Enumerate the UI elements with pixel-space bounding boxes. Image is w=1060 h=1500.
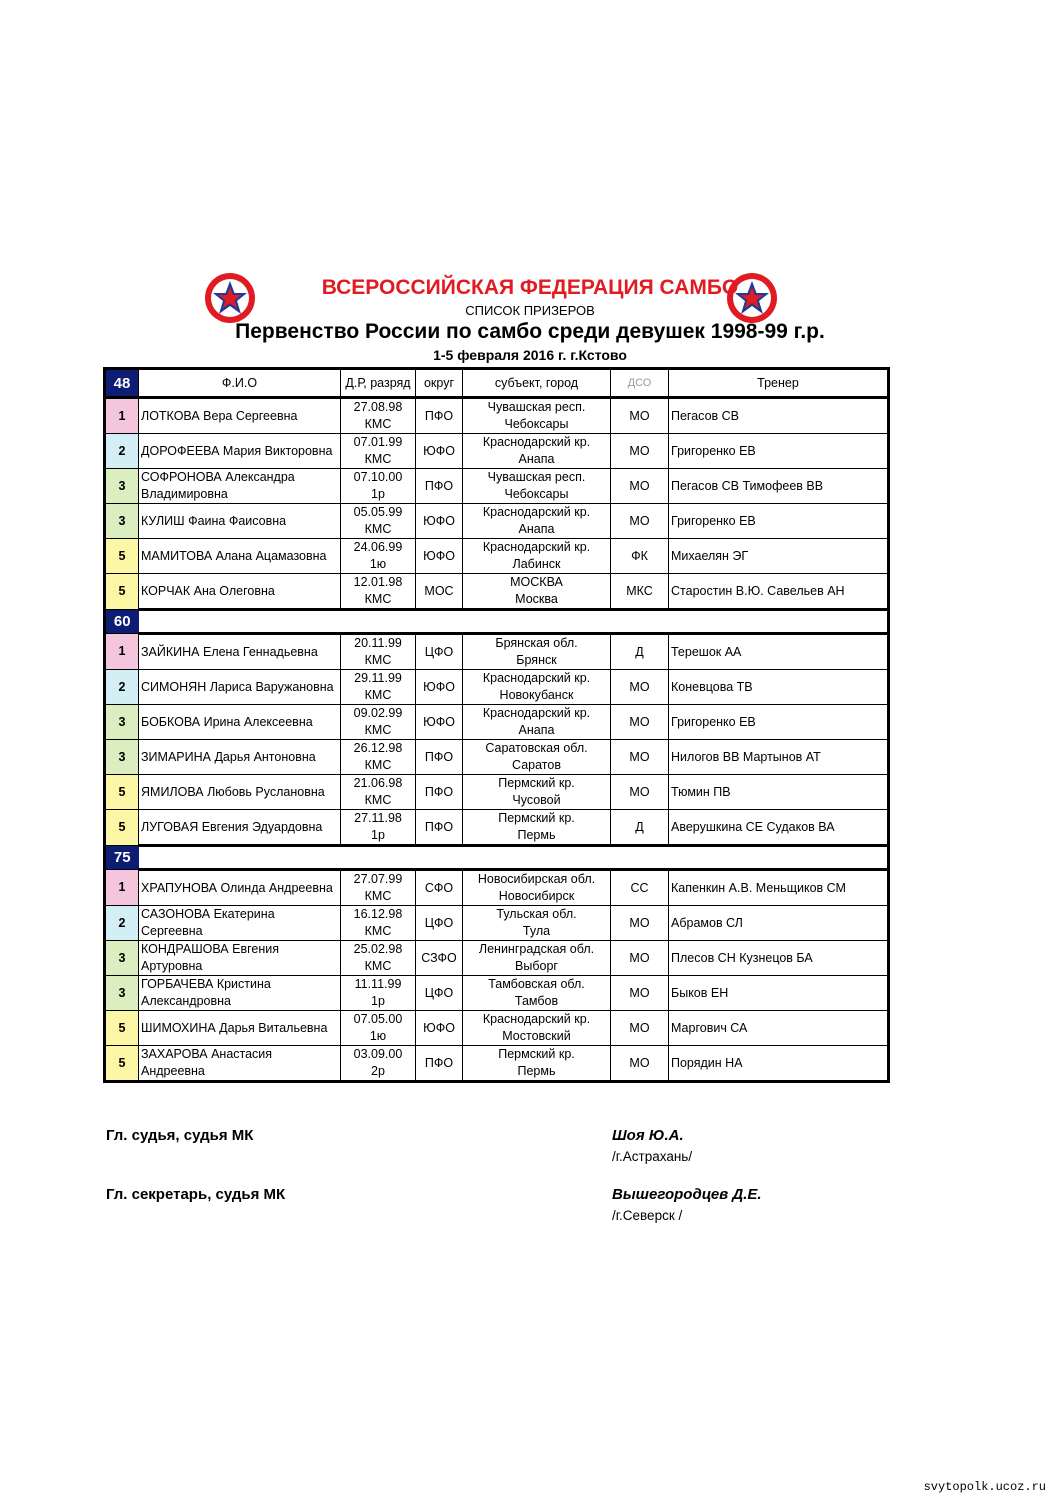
place-cell: 3 bbox=[105, 941, 139, 976]
dso-cell: МКС bbox=[611, 574, 669, 610]
district-cell: ПФО bbox=[416, 775, 463, 810]
table-row bbox=[105, 1011, 889, 1046]
weight-category-spacer bbox=[139, 610, 889, 634]
dso-cell: МО bbox=[611, 504, 669, 539]
dso-cell: МО bbox=[611, 398, 669, 434]
sport-rank: КМС bbox=[364, 758, 392, 772]
column-header-district: округ bbox=[416, 369, 463, 398]
place-cell: 3 bbox=[105, 740, 139, 775]
sport-rank: 2р bbox=[371, 1064, 385, 1078]
dso-cell: Д bbox=[611, 810, 669, 846]
dso-cell: МО bbox=[611, 434, 669, 469]
sport-rank: КМС bbox=[364, 417, 392, 431]
event-title: Первенство России по самбо среди девушек 1998-99 г.р. bbox=[235, 320, 825, 343]
birth-date: 07.10.00 bbox=[353, 470, 403, 484]
table-row bbox=[105, 870, 889, 906]
dob-rank-cell bbox=[341, 870, 416, 906]
coach-cell: Старостин В.Ю. Савельев АН bbox=[669, 574, 889, 610]
dso-cell: ФК bbox=[611, 539, 669, 574]
table-row bbox=[105, 740, 889, 775]
column-header-name: Ф.И.О bbox=[139, 369, 341, 398]
region-city-cell bbox=[463, 810, 611, 846]
birth-date: 16.12.98 bbox=[353, 907, 403, 921]
weight-category-badge: 48 bbox=[105, 369, 139, 398]
region-city-cell bbox=[463, 469, 611, 504]
weight-category-row bbox=[105, 846, 889, 870]
sport-rank: КМС bbox=[364, 522, 392, 536]
sport-rank: КМС bbox=[364, 924, 392, 938]
district-cell: ЮФО bbox=[416, 705, 463, 740]
coach-cell: Михаелян ЭГ bbox=[669, 539, 889, 574]
weight-category-spacer bbox=[139, 846, 889, 870]
city: Новокубанск bbox=[499, 688, 574, 702]
region: Краснодарский кр. bbox=[482, 706, 591, 720]
coach-cell: Пегасов СВ bbox=[669, 398, 889, 434]
region-city-cell bbox=[463, 976, 611, 1011]
chief-judge-name: Шоя Ю.А. bbox=[612, 1127, 684, 1144]
athlete-name: ЗАХАРОВА Анастасия Андреевна bbox=[139, 1046, 341, 1082]
dso-cell: МО bbox=[611, 740, 669, 775]
sport-rank: КМС bbox=[364, 793, 392, 807]
region: МОСКВА bbox=[510, 575, 563, 589]
district-cell: ПФО bbox=[416, 469, 463, 504]
region: Пермский кр. bbox=[498, 1047, 575, 1061]
district-cell: ПФО bbox=[416, 398, 463, 434]
city: Анапа bbox=[518, 723, 555, 737]
coach-cell: Григоренко ЕВ bbox=[669, 504, 889, 539]
sport-rank: 1р bbox=[371, 828, 385, 842]
district-cell: ЮФО bbox=[416, 1011, 463, 1046]
athlete-name: ЛУГОВАЯ Евгения Эдуардовна bbox=[139, 810, 341, 846]
athlete-name: СОФРОНОВА Александра Владимировна bbox=[139, 469, 341, 504]
birth-date: 27.08.98 bbox=[353, 400, 403, 414]
city: Москва bbox=[515, 592, 558, 606]
dob-rank-cell bbox=[341, 398, 416, 434]
document-header bbox=[0, 270, 1060, 370]
region: Краснодарский кр. bbox=[482, 1012, 591, 1026]
place-cell: 5 bbox=[105, 574, 139, 610]
sport-rank: 1р bbox=[371, 487, 385, 501]
column-header-dob: Д.Р, разряд bbox=[341, 369, 416, 398]
district-cell: ЮФО bbox=[416, 539, 463, 574]
dso-cell: МО bbox=[611, 469, 669, 504]
athlete-name: ЗИМАРИНА Дарья Антоновна bbox=[139, 740, 341, 775]
column-header-coach: Тренер bbox=[669, 369, 889, 398]
birth-date: 03.09.00 bbox=[353, 1047, 403, 1061]
table-row bbox=[105, 810, 889, 846]
coach-cell: Быков ЕН bbox=[669, 976, 889, 1011]
dob-rank-cell bbox=[341, 976, 416, 1011]
coach-cell: Абрамов СЛ bbox=[669, 906, 889, 941]
dob-rank-cell bbox=[341, 574, 416, 610]
sport-rank: 1ю bbox=[369, 1029, 387, 1043]
birth-date: 11.11.99 bbox=[354, 977, 402, 991]
dob-rank-cell bbox=[341, 539, 416, 574]
city: Чебоксары bbox=[504, 417, 569, 431]
birth-date: 12.01.98 bbox=[353, 575, 403, 589]
region: Краснодарский кр. bbox=[482, 505, 591, 519]
birth-date: 07.01.99 bbox=[353, 435, 403, 449]
athlete-name: КОНДРАШОВА Евгения Артуровна bbox=[139, 941, 341, 976]
document-subtitle: СПИСОК ПРИЗЕРОВ bbox=[465, 303, 595, 318]
table-row bbox=[105, 634, 889, 670]
chief-judge-title: Гл. судья, судья МК bbox=[106, 1127, 254, 1144]
place-cell: 2 bbox=[105, 906, 139, 941]
city: Саратов bbox=[512, 758, 561, 772]
athlete-name: ЗАЙКИНА Елена Геннадьевна bbox=[139, 634, 341, 670]
chief-secretary-title: Гл. секретарь, судья МК bbox=[106, 1186, 286, 1203]
weight-category-badge: 75 bbox=[105, 846, 139, 870]
sport-rank: 1р bbox=[371, 994, 385, 1008]
place-cell: 3 bbox=[105, 504, 139, 539]
dso-cell: МО bbox=[611, 1046, 669, 1082]
table-row bbox=[105, 705, 889, 740]
birth-date: 05.05.99 bbox=[353, 505, 403, 519]
region: Чувашская респ. bbox=[487, 400, 586, 414]
region-city-cell bbox=[463, 870, 611, 906]
dso-cell: МО bbox=[611, 705, 669, 740]
sport-rank: КМС bbox=[364, 592, 392, 606]
place-cell: 5 bbox=[105, 1046, 139, 1082]
city: Анапа bbox=[518, 522, 555, 536]
coach-cell: Плесов СН Кузнецов БА bbox=[669, 941, 889, 976]
coach-cell: Терешок АА bbox=[669, 634, 889, 670]
dso-cell: МО bbox=[611, 941, 669, 976]
sport-rank: КМС bbox=[364, 959, 392, 973]
sport-rank: КМС bbox=[364, 889, 392, 903]
table-row bbox=[105, 670, 889, 705]
region-city-cell bbox=[463, 740, 611, 775]
region-city-cell bbox=[463, 775, 611, 810]
place-cell: 5 bbox=[105, 775, 139, 810]
region-city-cell bbox=[463, 941, 611, 976]
table-row bbox=[105, 434, 889, 469]
place-cell: 5 bbox=[105, 539, 139, 574]
region: Брянская обл. bbox=[495, 636, 578, 650]
athlete-name: СИМОНЯН Лариса Варужановна bbox=[139, 670, 341, 705]
region: Краснодарский кр. bbox=[482, 435, 591, 449]
table-row bbox=[105, 1046, 889, 1082]
region-city-cell bbox=[463, 434, 611, 469]
region: Краснодарский кр. bbox=[482, 540, 591, 554]
place-cell: 2 bbox=[105, 670, 139, 705]
city: Тамбов bbox=[514, 994, 559, 1008]
chief-secretary-name: Вышегородцев Д.Е. bbox=[612, 1186, 762, 1203]
dso-cell: МО bbox=[611, 1011, 669, 1046]
coach-cell: Порядин НА bbox=[669, 1046, 889, 1082]
district-cell: ЦФО bbox=[416, 906, 463, 941]
city: Чусовой bbox=[512, 793, 561, 807]
athlete-name: ШИМОХИНА Дарья Витальевна bbox=[139, 1011, 341, 1046]
region: Ленинградская обл. bbox=[478, 942, 595, 956]
region-city-cell bbox=[463, 670, 611, 705]
dob-rank-cell bbox=[341, 634, 416, 670]
region: Тамбовская обл. bbox=[488, 977, 585, 991]
region-city-cell bbox=[463, 705, 611, 740]
birth-date: 20.11.99 bbox=[354, 636, 402, 650]
athlete-name: БОБКОВА Ирина Алексеевна bbox=[139, 705, 341, 740]
place-cell: 3 bbox=[105, 976, 139, 1011]
coach-cell: Маргович СА bbox=[669, 1011, 889, 1046]
dso-cell: МО bbox=[611, 976, 669, 1011]
place-cell: 5 bbox=[105, 1011, 139, 1046]
dob-rank-cell bbox=[341, 775, 416, 810]
table-row bbox=[105, 539, 889, 574]
athlete-name: САЗОНОВА Екатерина Сергеевна bbox=[139, 906, 341, 941]
dso-cell: МО bbox=[611, 775, 669, 810]
coach-cell: Коневцова ТВ bbox=[669, 670, 889, 705]
coach-cell: Тюмин ПВ bbox=[669, 775, 889, 810]
district-cell: МОС bbox=[416, 574, 463, 610]
sport-rank: КМС bbox=[364, 653, 392, 667]
sport-rank: КМС bbox=[364, 723, 392, 737]
region-city-cell bbox=[463, 1011, 611, 1046]
district-cell: ЦФО bbox=[416, 976, 463, 1011]
region: Краснодарский кр. bbox=[482, 671, 591, 685]
place-cell: 1 bbox=[105, 870, 139, 906]
city: Выборг bbox=[515, 959, 558, 973]
coach-cell: Григоренко ЕВ bbox=[669, 705, 889, 740]
birth-date: 07.05.00 bbox=[353, 1012, 403, 1026]
sport-rank: 1ю bbox=[369, 557, 387, 571]
coach-cell: Пегасов СВ Тимофеев ВВ bbox=[669, 469, 889, 504]
region: Саратовская обл. bbox=[485, 741, 588, 755]
coach-cell: Аверушкина СЕ Судаков ВА bbox=[669, 810, 889, 846]
results-table-body bbox=[105, 369, 889, 1082]
region-city-cell bbox=[463, 398, 611, 434]
dso-cell: МО bbox=[611, 906, 669, 941]
table-row bbox=[105, 941, 889, 976]
athlete-name: ХРАПУНОВА Олинда Андреевна bbox=[139, 870, 341, 906]
athlete-name: МАМИТОВА Алана Ацамазовна bbox=[139, 539, 341, 574]
table-row bbox=[105, 504, 889, 539]
table-row bbox=[105, 976, 889, 1011]
city: Пермь bbox=[517, 828, 556, 842]
city: Новосибирск bbox=[498, 889, 575, 903]
dso-cell: СС bbox=[611, 870, 669, 906]
federation-title: ВСЕРОССИЙСКАЯ ФЕДЕРАЦИЯ САМБО bbox=[321, 276, 739, 299]
city: Анапа bbox=[518, 452, 555, 466]
table-row bbox=[105, 574, 889, 610]
weight-category-row bbox=[105, 610, 889, 634]
birth-date: 21.06.98 bbox=[353, 776, 403, 790]
birth-date: 27.07.99 bbox=[353, 872, 403, 886]
region-city-cell bbox=[463, 906, 611, 941]
athlete-name: ДОРОФЕЕВА Мария Викторовна bbox=[139, 434, 341, 469]
place-cell: 1 bbox=[105, 634, 139, 670]
coach-cell: Капенкин А.В. Меньщиков СМ bbox=[669, 870, 889, 906]
dso-cell: Д bbox=[611, 634, 669, 670]
sport-rank: КМС bbox=[364, 688, 392, 702]
athlete-name: ЛОТКОВА Вера Сергеевна bbox=[139, 398, 341, 434]
dob-rank-cell bbox=[341, 504, 416, 539]
place-cell: 3 bbox=[105, 469, 139, 504]
dob-rank-cell bbox=[341, 705, 416, 740]
athlete-name: КОРЧАК Ана Олеговна bbox=[139, 574, 341, 610]
weight-category-badge: 60 bbox=[105, 610, 139, 634]
birth-date: 24.06.99 bbox=[353, 540, 403, 554]
column-header-region: субъект, город bbox=[463, 369, 611, 398]
results-table bbox=[103, 367, 890, 1083]
place-cell: 2 bbox=[105, 434, 139, 469]
dso-cell: МО bbox=[611, 670, 669, 705]
district-cell: СФО bbox=[416, 870, 463, 906]
athlete-name: КУЛИШ Фаина Фаисовна bbox=[139, 504, 341, 539]
region-city-cell bbox=[463, 574, 611, 610]
dob-rank-cell bbox=[341, 906, 416, 941]
dob-rank-cell bbox=[341, 941, 416, 976]
birth-date: 29.11.99 bbox=[354, 671, 402, 685]
city: Брянск bbox=[516, 653, 557, 667]
region: Пермский кр. bbox=[498, 811, 575, 825]
coach-cell: Григоренко ЕВ bbox=[669, 434, 889, 469]
city: Чебоксары bbox=[504, 487, 569, 501]
dob-rank-cell bbox=[341, 469, 416, 504]
event-date-place: 1-5 февраля 2016 г. г.Кстово bbox=[433, 347, 627, 363]
birth-date: 09.02.99 bbox=[353, 706, 403, 720]
region-city-cell bbox=[463, 504, 611, 539]
chief-judge-city: /г.Астрахань/ bbox=[612, 1149, 693, 1164]
district-cell: ЮФО bbox=[416, 670, 463, 705]
place-cell: 3 bbox=[105, 705, 139, 740]
watermark-url: svytopolk.ucoz.ru bbox=[923, 1480, 1046, 1494]
city: Тула bbox=[522, 924, 551, 938]
district-cell: ПФО bbox=[416, 810, 463, 846]
dob-rank-cell bbox=[341, 1046, 416, 1082]
chief-secretary-city: /г.Северск / bbox=[612, 1208, 683, 1223]
athlete-name: ЯМИЛОВА Любовь Руслановна bbox=[139, 775, 341, 810]
place-cell: 1 bbox=[105, 398, 139, 434]
table-row bbox=[105, 775, 889, 810]
city: Мостовский bbox=[502, 1029, 571, 1043]
region-city-cell bbox=[463, 1046, 611, 1082]
place-cell: 5 bbox=[105, 810, 139, 846]
table-row bbox=[105, 469, 889, 504]
athlete-name: ГОРБАЧЕВА Кристина Александровна bbox=[139, 976, 341, 1011]
region: Новосибирская обл. bbox=[477, 872, 596, 886]
city: Лабинск bbox=[512, 557, 561, 571]
region: Пермский кр. bbox=[498, 776, 575, 790]
district-cell: ЮФО bbox=[416, 504, 463, 539]
sport-rank: КМС bbox=[364, 452, 392, 466]
district-cell: ЦФО bbox=[416, 634, 463, 670]
table-row bbox=[105, 398, 889, 434]
table-header-row bbox=[105, 369, 889, 398]
dob-rank-cell bbox=[341, 670, 416, 705]
district-cell: СЗФО bbox=[416, 941, 463, 976]
region: Тульская обл. bbox=[496, 907, 577, 921]
dob-rank-cell bbox=[341, 1011, 416, 1046]
coach-cell: Нилогов ВВ Мартынов АТ bbox=[669, 740, 889, 775]
column-header-dso: ДСО bbox=[611, 369, 669, 398]
birth-date: 27.11.98 bbox=[354, 811, 402, 825]
region-city-cell bbox=[463, 539, 611, 574]
dob-rank-cell bbox=[341, 434, 416, 469]
city: Пермь bbox=[517, 1064, 556, 1078]
district-cell: ПФО bbox=[416, 740, 463, 775]
district-cell: ПФО bbox=[416, 1046, 463, 1082]
district-cell: ЮФО bbox=[416, 434, 463, 469]
region: Чувашская респ. bbox=[487, 470, 586, 484]
table-row bbox=[105, 906, 889, 941]
region-city-cell bbox=[463, 634, 611, 670]
birth-date: 26.12.98 bbox=[353, 741, 403, 755]
dob-rank-cell bbox=[341, 810, 416, 846]
dob-rank-cell bbox=[341, 740, 416, 775]
birth-date: 25.02.98 bbox=[353, 942, 403, 956]
